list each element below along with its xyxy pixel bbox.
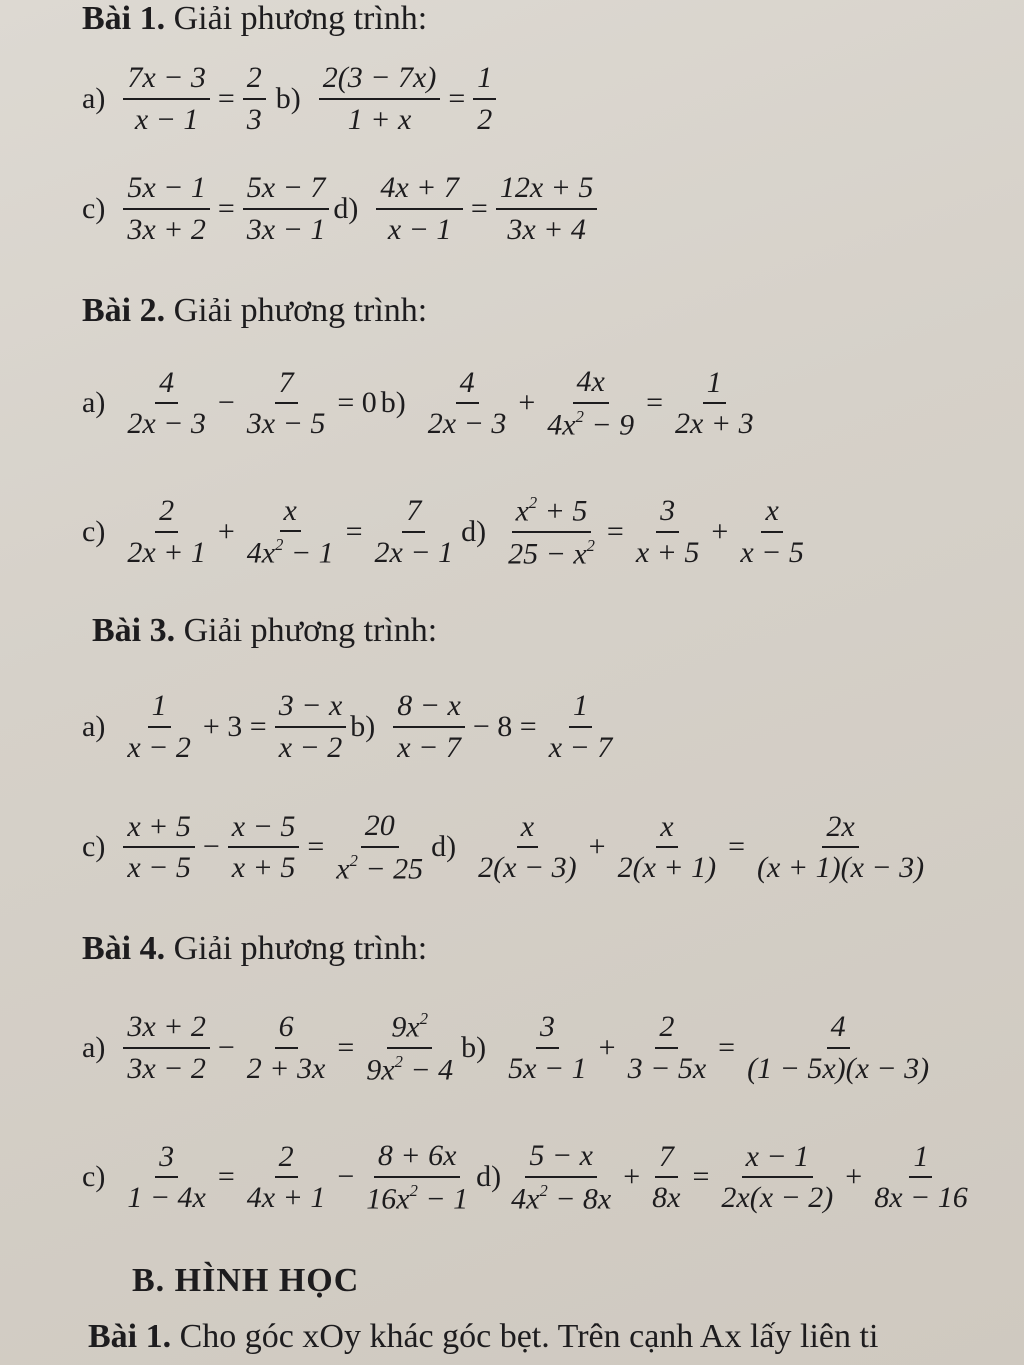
exercise-2-row-cd: c) 2 2x + 1 + $\frac{x}{4x^2 - 1}$ = $\frac{7}{2x - 1}$ d) $\frac{x^2 + 5}{25 - x^2}$ = $\frac{3}{x + 5}$ + $\frac{x}{x - 5}$ xyxy=(82,494,812,570)
fraction: $\frac{x}{4x^2 - 1}$ xyxy=(246,493,334,570)
exercise-2-heading xyxy=(82,292,427,330)
fraction: $\frac{5x - 1}{3x + 2}$ xyxy=(123,172,210,245)
fraction: $\frac{7x - 3}{x - 1}$ xyxy=(123,62,210,135)
exercise-2-title: Bài 2. xyxy=(82,292,166,329)
fraction: $\frac{x - 5}{x + 5}$ xyxy=(228,811,300,884)
fraction: $\frac{4}{(1 - 5x)(x - 3)}$ xyxy=(747,1010,930,1085)
label-d: d) xyxy=(333,191,359,225)
fraction: $\frac{1}{2}$ xyxy=(473,62,496,135)
exercise-2-row-ab: a) 4 2x − 3 − $\frac{7}{3x - 5}$ = 0 b) 4 2x − 3 + $\frac{4x}{4x^2 - 9}$ = $\frac{1}{2x + 3}$ xyxy=(82,366,762,440)
fraction: $\frac{x}{2(x + 1)}$ xyxy=(617,809,717,885)
exercise-3-row-ab: a) 1 x − 2 + 3 = $\frac{3 - x}{x - 2}$ b) 8 − x x − 7 − 8 = $\frac{1}{x - 7}$ xyxy=(82,690,620,763)
fraction: 2 2x + 1 xyxy=(127,494,206,569)
fraction: $\frac{3}{1 - 4x}$ xyxy=(127,1139,206,1215)
exercise-4-heading xyxy=(82,930,427,968)
label-c: c) xyxy=(82,514,106,548)
fraction: $\frac{2}{3}$ xyxy=(243,62,266,135)
exercise-4-instruction: Giải phương trình: xyxy=(173,930,428,967)
exercise-4-title: Bài 4. xyxy=(82,930,166,967)
geometry-exercise-1 xyxy=(88,1318,878,1356)
fraction: $\frac{3 - x}{x - 2}$ xyxy=(275,690,347,763)
fraction: $\frac{1}{2x + 3}$ xyxy=(675,365,754,441)
geometry-exercise-1-text: Cho góc xOy khác góc bẹt. Trên cạnh Ax lấy liên ti xyxy=(179,1318,879,1355)
exercise-3-heading xyxy=(92,612,437,650)
fraction: $\frac{2}{3 - 5x}$ xyxy=(627,1010,707,1085)
label-b: b) xyxy=(350,709,376,743)
label-d: d) xyxy=(461,514,487,548)
fraction: $\frac{1}{x - 7}$ xyxy=(548,689,613,764)
exercise-4-row-ab: a) 3x + 2 3x − 2 − $\frac{6}{2 + 3x}$ = $\frac{9x^2}{9x^2 - 4}$ b) 3 5x − 1 + $\frac{2}{3 - 5x}$ = $\frac{4}{(1 - 5x)(x - 3)}$ xyxy=(82,1010,937,1086)
exercise-1-title: Bài 1. xyxy=(82,0,166,37)
fraction: x + 5 x − 5 xyxy=(123,811,195,884)
fraction: $\frac{1}{8x - 16}$ xyxy=(874,1139,968,1215)
fraction: $\frac{6}{2 + 3x}$ xyxy=(246,1010,326,1085)
label-a: a) xyxy=(82,81,106,115)
exercise-4-row-cd: c) $\frac{3}{1 - 4x}$ = $\frac{2}{4x + 1}$ − $\frac{8 + 6x}{16x^2 - 1}$ d) 5 − x $4x^2 - 8x$ + $\frac{7}{8x}$ = $\frac{x - 1}{2x(x - 2)}$ + $\frac{1}{8x - 16}$ xyxy=(82,1140,976,1214)
fraction: $\frac{7}{2x - 1}$ xyxy=(374,494,454,569)
fraction: $\frac{4x + 7}{x - 1}$ xyxy=(376,172,463,245)
fraction: 4 2x − 3 xyxy=(127,365,206,441)
section-b-heading: B. HÌNH HỌC xyxy=(132,1262,360,1299)
fraction: $\frac{2}{4x + 1}$ xyxy=(246,1139,326,1215)
label-d: d) xyxy=(476,1160,502,1194)
label-c: c) xyxy=(82,1160,106,1194)
exercise-1-row-cd: c) $\frac{5x - 1}{3x + 2}$ = $\frac{5x - 7}{3x - 1}$ d) $\frac{4x + 7}{x - 1}$ = $\frac{12x + 5}{3x + 4}$ xyxy=(82,172,601,245)
fraction: x 2(x − 3) xyxy=(478,809,577,885)
fraction: $\frac{20}{x^2 - 25}$ xyxy=(336,809,424,885)
fraction: $\frac{8 + 6x}{16x^2 - 1}$ xyxy=(366,1139,469,1215)
geometry-exercise-1-title: Bài 1. xyxy=(88,1318,172,1355)
fraction: $\frac{5x - 7}{3x - 1}$ xyxy=(243,172,330,245)
label-a: a) xyxy=(82,386,106,420)
fraction: $\frac{x}{x - 5}$ xyxy=(740,494,804,569)
fraction: $\frac{4x}{4x^2 - 9}$ xyxy=(547,365,635,441)
label-d: d) xyxy=(431,830,457,864)
exercise-3-instruction: Giải phương trình: xyxy=(183,612,438,649)
label-a: a) xyxy=(82,709,106,743)
label-a: a) xyxy=(82,1030,106,1064)
label-c: c) xyxy=(82,191,106,225)
label-b: b) xyxy=(275,81,301,115)
fraction: 5 − x $4x^2 - 8x$ xyxy=(511,1139,612,1215)
fraction: $\frac{7}{3x - 5}$ xyxy=(246,365,326,441)
fraction: $\frac{12x + 5}{3x + 4}$ xyxy=(496,172,598,245)
fraction: $\frac{3}{x + 5}$ xyxy=(635,494,700,569)
fraction: $\frac{x^2 + 5}{25 - x^2}$ xyxy=(508,493,595,571)
label-c: c) xyxy=(82,830,106,864)
fraction: 8 − x x − 7 xyxy=(393,690,465,763)
exercise-2-instruction: Giải phương trình: xyxy=(173,292,428,329)
exercise-1-instruction: Giải phương trình: xyxy=(173,0,428,37)
fraction: 1 x − 2 xyxy=(127,689,191,764)
fraction: $\frac{9x^2}{9x^2 - 4}$ xyxy=(366,1009,454,1087)
label-b: b) xyxy=(461,1030,487,1064)
fraction: $\frac{7}{8x}$ xyxy=(652,1139,681,1215)
fraction: 4 2x − 3 xyxy=(427,365,507,441)
exercise-1-heading xyxy=(82,0,427,38)
exercise-3-row-cd: c) x + 5 x − 5 − $\frac{x - 5}{x + 5}$ = $\frac{20}{x^2 - 25}$ d) x 2(x − 3) + $\frac{x}{2(x + 1)}$ = $\frac{2x}{(x + 1)(x - 3)}$ xyxy=(82,810,932,884)
fraction: 3 5x − 1 xyxy=(508,1010,587,1085)
label-b: b) xyxy=(380,386,406,420)
exercise-1-row-ab: a) $\frac{7x - 3}{x - 1}$ = $\frac{2}{3}$ b) $\frac{2(3 - 7x)}{1 + x}$ = $\frac{1}{2}$ xyxy=(82,62,500,135)
exercise-3-title: Bài 3. xyxy=(92,612,176,649)
fraction: 3x + 2 3x − 2 xyxy=(123,1011,210,1084)
fraction: $\frac{x - 1}{2x(x - 2)}$ xyxy=(721,1139,834,1215)
fraction: $\frac{2(3 - 7x)}{1 + x}$ xyxy=(319,62,441,135)
fraction: $\frac{2x}{(x + 1)(x - 3)}$ xyxy=(757,809,925,885)
